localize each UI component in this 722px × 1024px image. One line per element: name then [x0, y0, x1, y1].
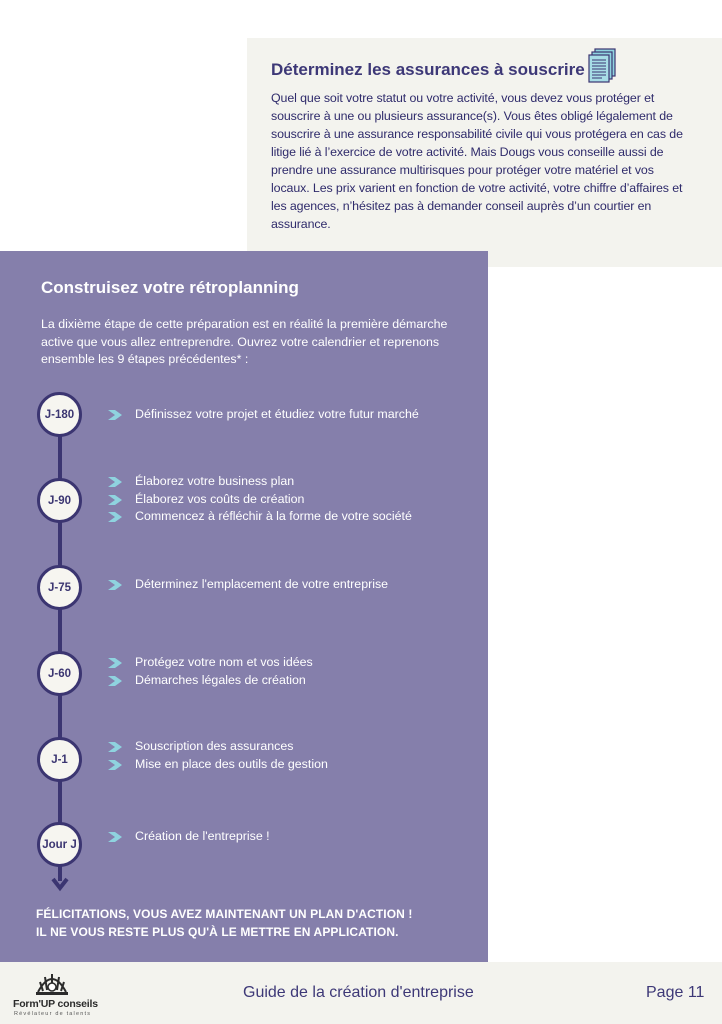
step-item — [108, 406, 419, 424]
insurance-line: litige lié à l’exercice de votre activité. Mais Dougs vous conseille aussi de — [271, 145, 664, 159]
insurance-line: Quel que soit votre statut ou votre activité, vous devez vous protéger et — [271, 91, 655, 105]
insurance-line: souscrire à une assurance responsabilité civile qui vous protégera en cas de — [271, 127, 683, 141]
step-badge-j60: J-60 — [37, 651, 82, 696]
chevron-right-icon — [108, 760, 122, 770]
insurance-line: assurance. — [271, 217, 331, 231]
footer-title: Guide de la création d'entreprise — [243, 984, 474, 1001]
step-items-j90 — [108, 473, 412, 526]
step-badge-j1: J-1 — [37, 737, 82, 782]
chevron-right-icon — [108, 477, 122, 487]
step-items-j180 — [108, 406, 419, 424]
logo-tagline: Révélateur de talents — [14, 1011, 92, 1017]
chevron-right-icon — [108, 512, 122, 522]
insurance-line: les agences, n’hésitez pas à demander conseil auprès d’un courtier en — [271, 199, 652, 213]
intro-line: La dixième étape de cette préparation est en réalité la première démarche — [41, 317, 448, 331]
step-items-j75 — [108, 576, 388, 594]
insurance-line: locaux. Les prix varient en fonction de votre activité, votre chiffre d’affaires et — [271, 181, 683, 195]
step-item-text: Commencez à réfléchir à la forme de votre société — [135, 509, 412, 523]
step-item-text: Protégez votre nom et vos idées — [135, 655, 313, 669]
insurance-title: Déterminez les assurances à souscrire — [271, 60, 585, 79]
intro-line: active que vous allez entreprendre. Ouvrez votre calendrier et reprenons — [41, 334, 440, 349]
congratulations-message — [36, 905, 412, 941]
logo-wordmark: Form'UP conseils — [13, 998, 98, 1010]
formup-logo-icon — [34, 970, 70, 996]
chevron-right-icon — [108, 832, 122, 842]
step-item-text: Définissez votre projet et étudiez votre futur marché — [135, 407, 419, 421]
step-item — [108, 828, 270, 846]
insurance-section — [247, 38, 722, 267]
step-badge-j180: J-180 — [37, 392, 82, 437]
chevron-right-icon — [108, 495, 122, 505]
step-item-text: Déterminez l'emplacement de votre entreprise — [135, 577, 389, 591]
retroplanning-title: Construisez votre rétroplanning — [41, 278, 299, 297]
step-item-text: Création de l'entreprise ! — [135, 829, 270, 843]
document-stack-icon — [587, 48, 617, 84]
step-item — [108, 738, 328, 756]
step-badge-j90: J-90 — [37, 478, 82, 523]
page-number: Page 11 — [646, 984, 705, 1001]
step-item-text: Élaborez votre business plan — [135, 474, 295, 488]
congrats-line: IL NE VOUS RESTE PLUS QU'À LE METTRE EN APPLICATION. — [36, 925, 399, 939]
retroplanning-panel — [0, 251, 488, 962]
insurance-body — [271, 89, 701, 233]
chevron-right-icon — [108, 742, 122, 752]
congrats-line: FÉLICITATIONS, VOUS AVEZ MAINTENANT UN PLAN D'ACTION ! — [36, 907, 413, 921]
step-items-jour-j — [108, 828, 270, 846]
retroplanning-intro — [41, 316, 461, 369]
step-badge-jour-j: Jour J — [37, 822, 82, 867]
intro-line: ensemble les 9 étapes précédentes* : — [41, 352, 249, 366]
step-items-j60 — [108, 654, 313, 689]
insurance-line: souscrire à une ou plusieurs assurance(s). Vous êtes obligé légalement de — [271, 109, 673, 123]
step-item — [108, 473, 412, 491]
step-item-text: Mise en place des outils de gestion — [135, 756, 328, 771]
step-item — [108, 491, 412, 509]
step-item — [108, 576, 388, 594]
step-item — [108, 672, 313, 690]
chevron-right-icon — [108, 658, 122, 668]
step-items-j1 — [108, 738, 328, 773]
insurance-line: prendre une assurance multirisques pour protéger votre matériel et vos — [271, 163, 654, 177]
step-item-text: Souscription des assurances — [135, 739, 294, 753]
chevron-right-icon — [108, 580, 122, 590]
step-item — [108, 654, 313, 672]
chevron-right-icon — [108, 410, 122, 420]
step-item-text: Élaborez vos coûts de création — [135, 491, 305, 506]
arrow-down-icon — [51, 876, 69, 892]
step-item — [108, 756, 328, 774]
chevron-right-icon — [108, 676, 122, 686]
step-item-text: Démarches légales de création — [135, 672, 306, 687]
page-footer — [0, 962, 722, 1024]
step-badge-j75: J-75 — [37, 565, 82, 610]
step-item — [108, 508, 412, 526]
